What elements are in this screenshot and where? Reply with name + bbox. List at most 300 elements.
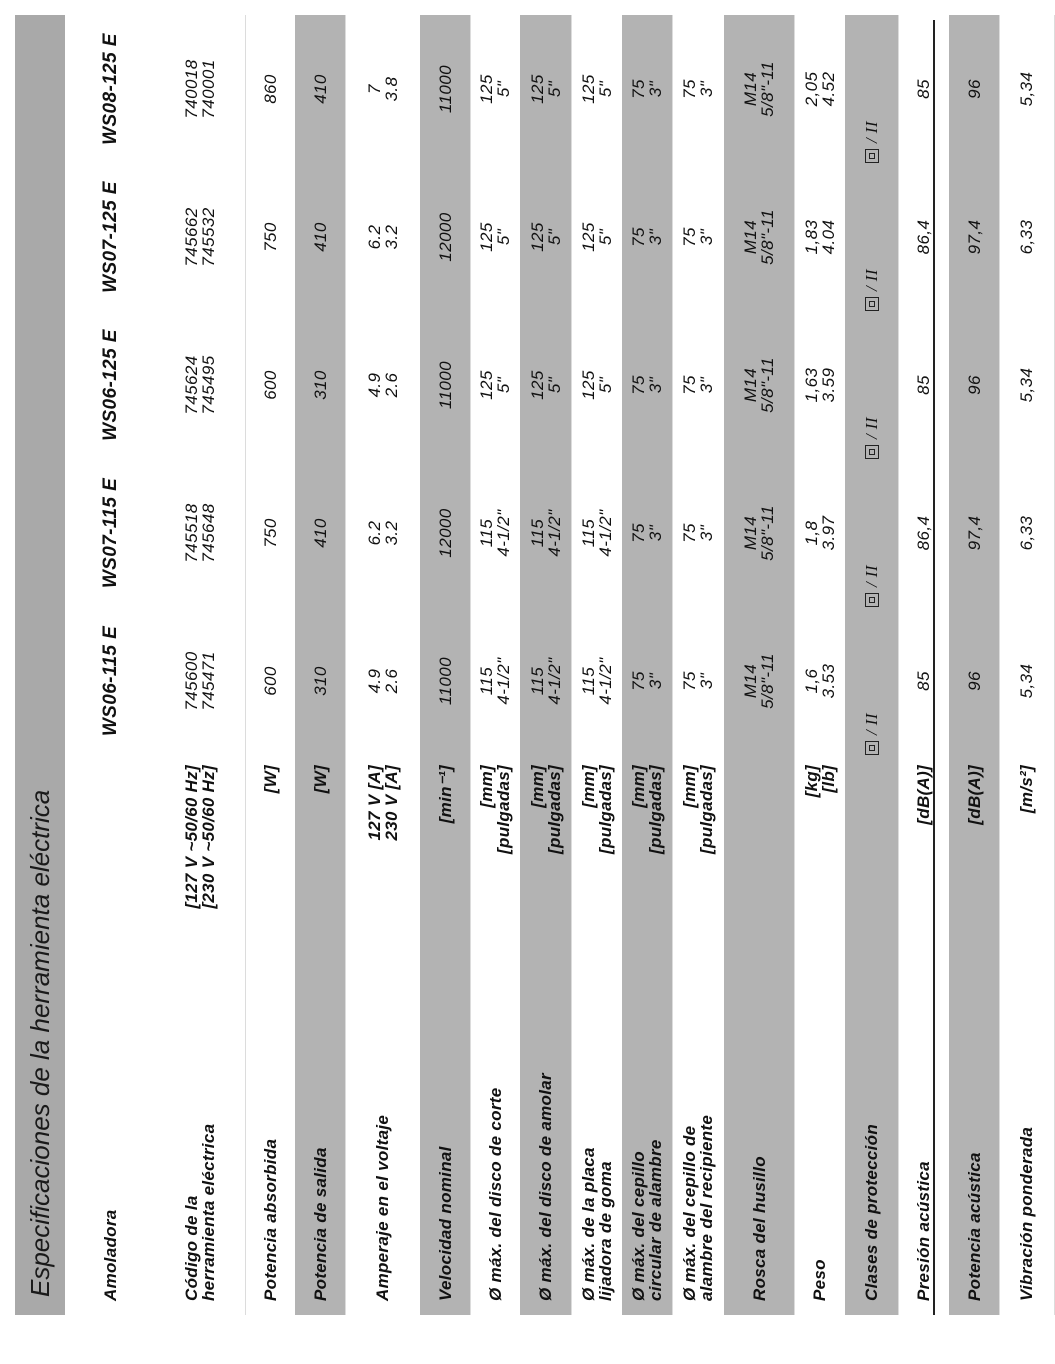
table-row [724, 15, 794, 1315]
protection-class-label: / II [862, 121, 881, 143]
text-line: 96 [964, 79, 984, 99]
row-unit [470, 755, 520, 920]
value-cell [898, 459, 949, 607]
value-cell [245, 15, 295, 163]
text-line: 310 [310, 666, 330, 696]
text-line: WS07-125 E [99, 181, 121, 293]
text-line: 410 [310, 74, 330, 104]
text-line: 75 [680, 523, 699, 543]
row-label [622, 920, 672, 1315]
text-line: 115 [578, 666, 598, 696]
text-line: 85 [914, 671, 933, 691]
text-line: 125 [527, 222, 547, 252]
text-line: 745471 [199, 651, 218, 711]
table-row [345, 15, 420, 1315]
row-label [999, 920, 1054, 1315]
value-cell [155, 607, 245, 755]
text-line: 5" [544, 80, 564, 98]
spec-table [15, 15, 1036, 1315]
value-cell [520, 15, 571, 163]
text-line: 3" [646, 672, 665, 690]
value-cell [845, 15, 898, 163]
row-unit [420, 755, 470, 920]
value-cell [155, 459, 245, 607]
text-line: [pulgadas] [544, 765, 564, 854]
text-line: 5" [595, 228, 615, 246]
text-line: [mm] [477, 765, 496, 808]
value-cell [470, 163, 520, 311]
text-line: 745495 [199, 355, 218, 415]
text-line: herramienta eléctrica [199, 1123, 218, 1301]
value-cell [420, 607, 470, 755]
value-cell [520, 311, 571, 459]
text-line: [dB(A)] [914, 765, 933, 825]
text-line: 5" [544, 376, 564, 394]
text-line: [mm] [680, 765, 699, 808]
text-line: Ø máx. del cepillo de [680, 1125, 699, 1301]
text-line: 5/8"-11 [758, 209, 777, 265]
row-unit [724, 755, 794, 920]
text-line: 3" [646, 80, 665, 98]
value-cell [470, 311, 520, 459]
value-cell [520, 163, 571, 311]
text-line: 125 [477, 370, 496, 400]
value-cell [724, 459, 794, 607]
model-header [65, 311, 155, 459]
protection-class [863, 459, 880, 607]
text-line: 12000 [435, 508, 455, 558]
row-unit [898, 755, 949, 920]
text-line: 310 [310, 370, 330, 400]
model-header [65, 459, 155, 607]
row-unit [345, 755, 420, 920]
text-line: 85 [914, 375, 933, 395]
row-unit [245, 755, 295, 920]
text-line: [pulgadas] [494, 765, 513, 854]
text-line: 4.52 [818, 71, 838, 107]
row-unit [622, 755, 672, 920]
text-line: 5/8"-11 [758, 61, 777, 117]
text-line: 3" [697, 376, 716, 394]
text-line: Amoladora [100, 1209, 120, 1301]
text-line: 11000 [435, 65, 455, 114]
value-cell [845, 459, 898, 607]
text-line: 125 [527, 74, 547, 104]
value-cell [898, 311, 949, 459]
text-line: 11000 [435, 361, 455, 410]
text-line: Ø máx. del disco de corte [485, 1087, 505, 1301]
text-line: 75 [629, 227, 648, 247]
table-row [672, 15, 724, 1315]
value-cell [898, 607, 949, 755]
text-line: 6.2 [364, 520, 384, 546]
text-line: [W] [260, 765, 280, 794]
protection-class-label: / II [862, 713, 881, 735]
row-unit [65, 755, 155, 920]
table-row [520, 15, 571, 1315]
value-cell [845, 311, 898, 459]
row-unit [571, 755, 622, 920]
protection-class [863, 311, 880, 459]
text-line: Rosca del husillo [749, 1156, 769, 1301]
text-line: [pulgadas] [595, 765, 615, 854]
table-row [571, 15, 622, 1315]
value-cell [420, 163, 470, 311]
text-line: 750 [260, 222, 280, 252]
text-line: 115 [527, 666, 547, 696]
text-line: 96 [964, 671, 984, 691]
row-label [345, 920, 420, 1315]
text-line: 1,83 [801, 219, 821, 255]
table-row [420, 15, 470, 1315]
row-label [520, 920, 571, 1315]
text-line: 115 [477, 666, 496, 696]
value-cell [898, 15, 949, 163]
row-label [724, 920, 794, 1315]
text-line: M14 [741, 663, 760, 699]
text-line: [kg] [801, 765, 821, 798]
value-cell [245, 607, 295, 755]
text-line: 3.53 [818, 663, 838, 699]
row-unit [794, 755, 845, 920]
text-line: 745600 [182, 651, 201, 711]
text-line: 4-1/2" [595, 657, 615, 705]
text-line: 4.9 [364, 372, 384, 398]
value-cell [245, 311, 295, 459]
text-line: Código de la [182, 1195, 201, 1301]
text-line: 5/8"-11 [758, 357, 777, 413]
double-insulation-icon [865, 593, 879, 607]
value-cell [999, 311, 1054, 459]
text-line: [W] [310, 765, 330, 794]
row-label [420, 920, 470, 1315]
model-header [65, 163, 155, 311]
value-cell [155, 163, 245, 311]
row-unit [155, 755, 245, 920]
protection-class [863, 163, 880, 311]
value-cell [794, 15, 845, 163]
value-cell [672, 607, 724, 755]
text-line: Clases de protección [862, 1123, 881, 1301]
text-line: Velocidad nominal [435, 1146, 455, 1301]
row-label [245, 920, 295, 1315]
double-insulation-icon [865, 445, 879, 459]
text-line: M14 [741, 71, 760, 107]
double-insulation-icon [865, 149, 879, 163]
text-line: 6,33 [1017, 515, 1036, 551]
text-line: 1,6 [801, 668, 821, 694]
text-line: 6,33 [1017, 219, 1036, 255]
row-unit [949, 755, 999, 920]
text-line: circular de alambre [646, 1139, 665, 1301]
value-cell [724, 311, 794, 459]
text-line: 97,4 [964, 515, 984, 551]
text-line: 6.2 [364, 224, 384, 250]
text-line: 740018 [182, 59, 201, 119]
text-line: 97,4 [964, 219, 984, 255]
text-line: 5/8"-11 [758, 653, 777, 709]
text-line: [mm] [629, 765, 648, 808]
value-cell [571, 607, 622, 755]
text-line: 740001 [199, 59, 218, 119]
value-cell [622, 15, 672, 163]
protection-class [863, 607, 880, 755]
text-line: 75 [680, 227, 699, 247]
value-cell [571, 459, 622, 607]
table-row [470, 15, 520, 1315]
value-cell [949, 15, 999, 163]
value-cell [470, 15, 520, 163]
value-cell [345, 311, 420, 459]
text-line: alambre del recipiente [697, 1114, 716, 1301]
row-unit [845, 755, 898, 920]
text-line: 2.6 [381, 372, 401, 398]
row-label [949, 920, 999, 1315]
value-cell [245, 163, 295, 311]
value-cell [794, 163, 845, 311]
text-line: 127 V [A] [364, 765, 384, 841]
text-line: [dB(A)] [964, 765, 984, 825]
text-line: 75 [629, 79, 648, 99]
row-label [571, 920, 622, 1315]
value-cell [999, 607, 1054, 755]
text-line: 745624 [182, 355, 201, 415]
text-line: 410 [310, 222, 330, 252]
text-line: 4-1/2" [494, 509, 513, 557]
text-line: 750 [260, 518, 280, 548]
value-cell [794, 459, 845, 607]
text-line: 3" [646, 376, 665, 394]
text-line: [127 V ~50/60 Hz] [182, 765, 201, 909]
value-cell [155, 311, 245, 459]
value-cell [999, 15, 1054, 163]
table-row [794, 15, 845, 1315]
text-line: Ø máx. del disco de amolar [536, 1073, 555, 1301]
row-label [845, 920, 898, 1315]
value-cell [520, 607, 571, 755]
text-line: 600 [260, 370, 280, 400]
text-line: 745532 [199, 207, 218, 267]
row-unit [295, 755, 345, 920]
text-line: 115 [578, 518, 598, 548]
table-row [949, 15, 999, 1315]
text-line: WS07-115 E [99, 477, 121, 589]
text-line: 12000 [435, 212, 455, 262]
text-line: 5" [595, 376, 615, 394]
text-line: WS06-125 E [99, 329, 121, 441]
text-line: 125 [477, 222, 496, 252]
value-cell [845, 163, 898, 311]
text-line: 1,63 [801, 367, 821, 403]
value-cell [622, 607, 672, 755]
model-header [65, 607, 155, 755]
value-cell [622, 163, 672, 311]
text-line: Vibración ponderada [1017, 1126, 1036, 1301]
text-line: 4-1/2" [595, 509, 615, 557]
text-line: 2,05 [801, 71, 821, 107]
text-line: 125 [578, 370, 598, 400]
value-cell [622, 311, 672, 459]
value-cell [345, 163, 420, 311]
table-row [999, 15, 1054, 1315]
value-cell [999, 163, 1054, 311]
text-line: 11000 [435, 657, 455, 706]
text-line: 5" [494, 228, 513, 246]
text-line: 125 [527, 370, 547, 400]
text-line: 85 [914, 79, 933, 99]
text-line: [mm] [527, 765, 547, 808]
value-cell [470, 607, 520, 755]
value-cell [420, 311, 470, 459]
text-line: 5" [595, 80, 615, 98]
row-unit [672, 755, 724, 920]
text-line: 3" [697, 228, 716, 246]
value-cell [949, 459, 999, 607]
text-line: Ø máx. del cepillo [629, 1151, 648, 1301]
value-cell [672, 163, 724, 311]
text-line: Presión acústica [914, 1161, 933, 1301]
text-line: 230 V [A] [381, 765, 401, 841]
text-line: WS08-125 E [99, 33, 121, 145]
protection-class-label: / II [862, 269, 881, 291]
table-row [845, 15, 898, 1315]
text-line: [230 V ~50/60 Hz] [199, 765, 218, 909]
page-title: Especificaciones de la herramienta eléctrica [25, 789, 55, 1297]
row-label [155, 920, 245, 1315]
value-cell [622, 459, 672, 607]
protection-class-label: / II [862, 417, 881, 439]
text-line: Peso [810, 1259, 829, 1301]
value-cell [295, 163, 345, 311]
text-line: 860 [260, 74, 280, 104]
value-cell [724, 163, 794, 311]
text-line: 3.8 [381, 76, 401, 102]
text-line: 86,4 [914, 219, 933, 255]
text-line: 2.6 [381, 668, 401, 694]
table-row [155, 15, 245, 1315]
text-line: 115 [527, 518, 547, 548]
double-insulation-icon [865, 297, 879, 311]
row-label [65, 920, 155, 1315]
text-line: M14 [741, 515, 760, 551]
value-cell [672, 459, 724, 607]
protection-class-label: / II [862, 565, 881, 587]
value-cell [724, 607, 794, 755]
value-cell [949, 163, 999, 311]
text-line: 125 [578, 74, 598, 104]
row-label [898, 920, 949, 1315]
value-cell [571, 163, 622, 311]
text-line: 75 [680, 671, 699, 691]
row-unit [520, 755, 571, 920]
table-row [245, 15, 295, 1315]
text-line: 3" [697, 672, 716, 690]
text-line: WS06-115 E [99, 625, 121, 737]
text-line: [min⁻¹] [435, 765, 455, 824]
text-line: [pulgadas] [697, 765, 716, 854]
text-line: Potencia acústica [964, 1152, 984, 1301]
text-line: 5,34 [1017, 71, 1036, 107]
text-line: 4.9 [364, 668, 384, 694]
text-line: 3.59 [818, 367, 838, 403]
text-line: Potencia absorbida [260, 1138, 280, 1301]
row-label [470, 920, 520, 1315]
text-line: 4-1/2" [544, 657, 564, 705]
text-line: 3.2 [381, 224, 401, 250]
value-cell [295, 15, 345, 163]
value-cell [245, 459, 295, 607]
text-line: Ø máx. de la placa [578, 1147, 598, 1301]
protection-class [863, 15, 880, 163]
table-row [295, 15, 345, 1315]
value-cell [949, 311, 999, 459]
text-line: lijadora de goma [595, 1161, 615, 1301]
text-line: 5,34 [1017, 367, 1036, 403]
text-line: 3" [697, 80, 716, 98]
text-line: 4-1/2" [494, 657, 513, 705]
text-line: 3" [646, 524, 665, 542]
value-cell [999, 459, 1054, 607]
text-line: 3.97 [818, 515, 838, 551]
text-line: 4-1/2" [544, 509, 564, 557]
text-line: 125 [477, 74, 496, 104]
model-header [65, 15, 155, 163]
text-line: 4.04 [818, 219, 838, 255]
text-line: [pulgadas] [646, 765, 665, 854]
text-line: [lb] [818, 765, 838, 793]
value-cell [295, 311, 345, 459]
text-line: 5/8"-11 [758, 505, 777, 561]
text-line: 3" [697, 524, 716, 542]
text-line: 75 [629, 375, 648, 395]
value-cell [420, 459, 470, 607]
row-label [794, 920, 845, 1315]
text-line: 75 [629, 671, 648, 691]
right-edge-rule [933, 20, 935, 1315]
value-cell [520, 459, 571, 607]
text-line: 96 [964, 375, 984, 395]
value-cell [898, 163, 949, 311]
value-cell [345, 15, 420, 163]
value-cell [571, 15, 622, 163]
value-cell [724, 15, 794, 163]
text-line: 75 [680, 79, 699, 99]
value-cell [470, 459, 520, 607]
value-cell [794, 607, 845, 755]
value-cell [672, 15, 724, 163]
value-cell [571, 311, 622, 459]
text-line: 3" [646, 228, 665, 246]
text-line: 600 [260, 666, 280, 696]
text-line: 410 [310, 518, 330, 548]
text-line: 745662 [182, 207, 201, 267]
text-line: 5" [494, 80, 513, 98]
row-label [672, 920, 724, 1315]
text-line: 75 [680, 375, 699, 395]
title-bar [15, 15, 65, 1315]
value-cell [295, 607, 345, 755]
value-cell [672, 311, 724, 459]
text-line: [mm] [578, 765, 598, 808]
text-line: 3.2 [381, 520, 401, 546]
text-line: 5" [494, 376, 513, 394]
text-line: 125 [578, 222, 598, 252]
text-line: 75 [629, 523, 648, 543]
text-line: 5" [544, 228, 564, 246]
value-cell [420, 15, 470, 163]
table-row [898, 15, 949, 1315]
value-cell [155, 15, 245, 163]
